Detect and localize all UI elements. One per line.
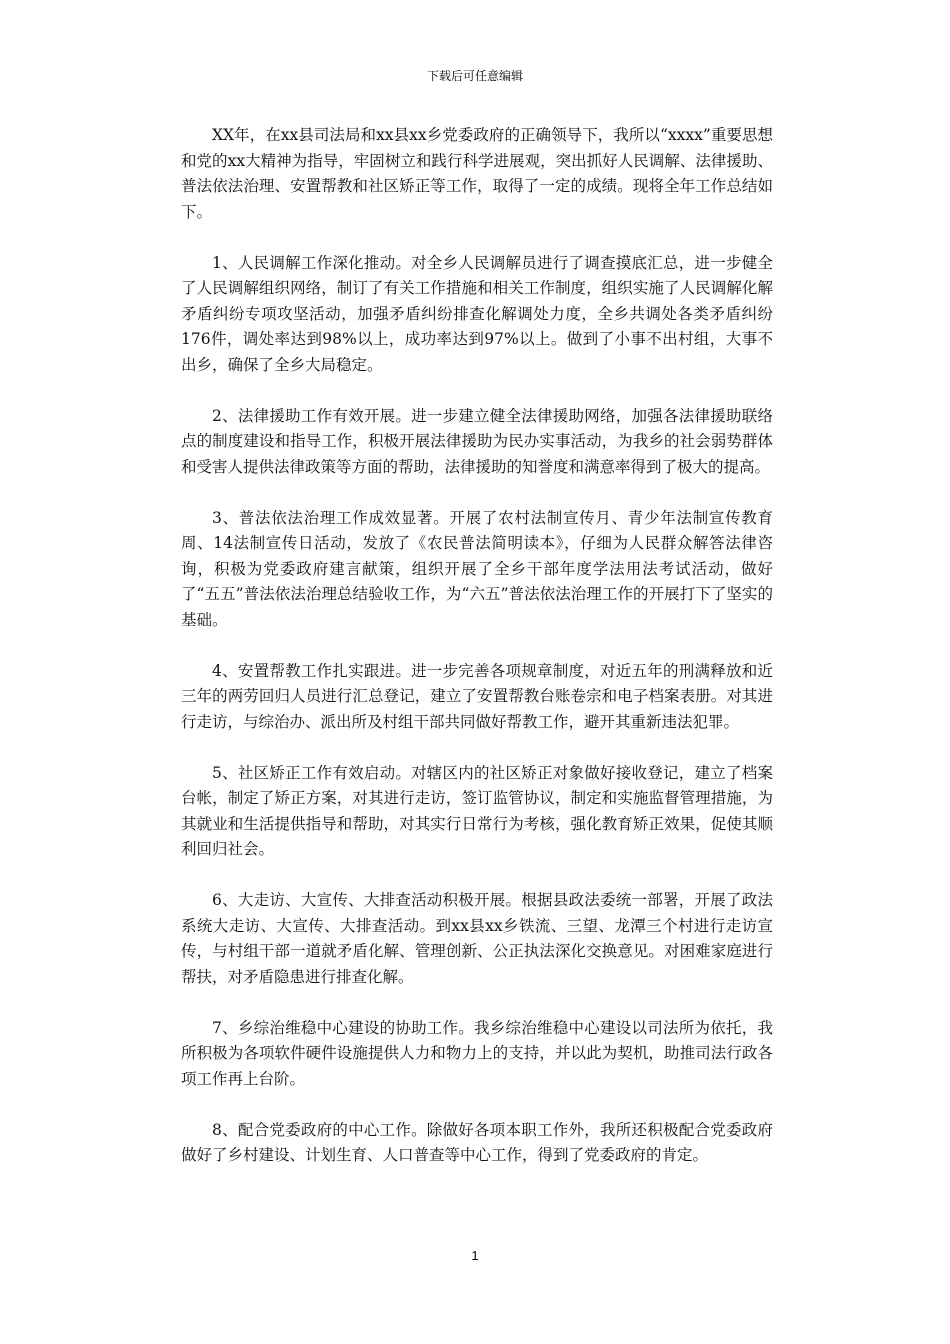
paragraph-legal-aid: 2、法律援助工作有效开展。进一步建立健全法律援助网络，加强各法律援助联络点的制度建设和指导工作，积极开展法律援助为民办实事活动，为我乡的社会弱势群体和受害人提供法律政策等方面的帮助，法律援助的知誉度和满意率得到了极大的提高。	[181, 406, 773, 476]
paragraph-central-work: 8、配合党委政府的中心工作。除做好各项本职工作外，我所还积极配合党委政府做好了乡村建设、计划生育、人口普查等中心工作，得到了党委政府的肯定。	[181, 1120, 773, 1164]
paragraph-community-correction: 5、社区矫正工作有效启动。对辖区内的社区矫正对象做好接收登记，建立了档案台帐，制定了矫正方案，对其进行走访，签订监管协议，制定和实施监督管理措施，为其就业和生活提供指导和帮助，对其实行日常行为考核，强化教育矫正效果，促使其顺利回归社会。	[181, 763, 773, 858]
page-number: 1	[471, 1248, 479, 1263]
intro-paragraph: XX年，在xx县司法局和xx县xx乡党委政府的正确领导下，我所以“xxxx”重要思想和党的xx大精神为指导，牢固树立和践行科学进展观，突出抓好人民调解、法律援助、普法依法治理、安置帮教和社区矫正等工作，取得了一定的成绩。现将全年工作总结如下。	[181, 126, 773, 221]
paragraph-outreach: 6、大走访、大宣传、大排查活动积极开展。根据县政法委统一部署，开展了政法系统大走访、大宣传、大排查活动。到xx县xx乡铁流、三望、龙潭三个村进行走访宣传，与村组干部一道就矛盾化解、管理创新、公正执法深化交换意见。对困难家庭进行帮扶，对矛盾隐患进行排查化解。	[181, 891, 773, 986]
paragraph-resettlement: 4、安置帮教工作扎实跟进。进一步完善各项规章制度，对近五年的刑满释放和近三年的两劳回归人员进行汇总登记，建立了安置帮教台账卷宗和电子档案表册。对其进行走访，与综治办、派出所及村组干部共同做好帮教工作，避开其重新违法犯罪。	[181, 661, 773, 731]
paragraph-stability-center: 7、乡综治维稳中心建设的协助工作。我乡综治维稳中心建设以司法所为依托，我所积极为各项软件硬件设施提供人力和物力上的支持，并以此为契机，助推司法行政各项工作再上台阶。	[181, 1018, 773, 1088]
page-header: 下载后可任意编辑	[426, 69, 523, 83]
document-body	[181, 123, 773, 1169]
paragraph-law-education: 3、普法依法治理工作成效显著。开展了农村法制宣传月、青少年法制宣传教育周、14法制宣传日活动，发放了《农民普法简明读本》，仔细为人民群众解答法律咨询，积极为党委政府建言献策，组织开展了全乡干部年度学法用法考试活动，做好了“五五”普法依法治理总结验收工作，为“六五”普法依法治理工作的开展打下了坚实的基础。	[181, 508, 773, 629]
paragraph-mediation: 1、人民调解工作深化推动。对全乡人民调解员进行了调查摸底汇总，进一步健全了人民调解组织网络，制订了有关工作措施和相关工作制度，组织实施了人民调解化解矛盾纠纷专项攻坚活动，加强矛盾纠纷排查化解调处力度，全乡共调处各类矛盾纠纷176件，调处率达到98%以上，成功率达到97%以上。做到了小事不出村组，大事不出乡，确保了全乡大局稳定。	[181, 253, 773, 374]
